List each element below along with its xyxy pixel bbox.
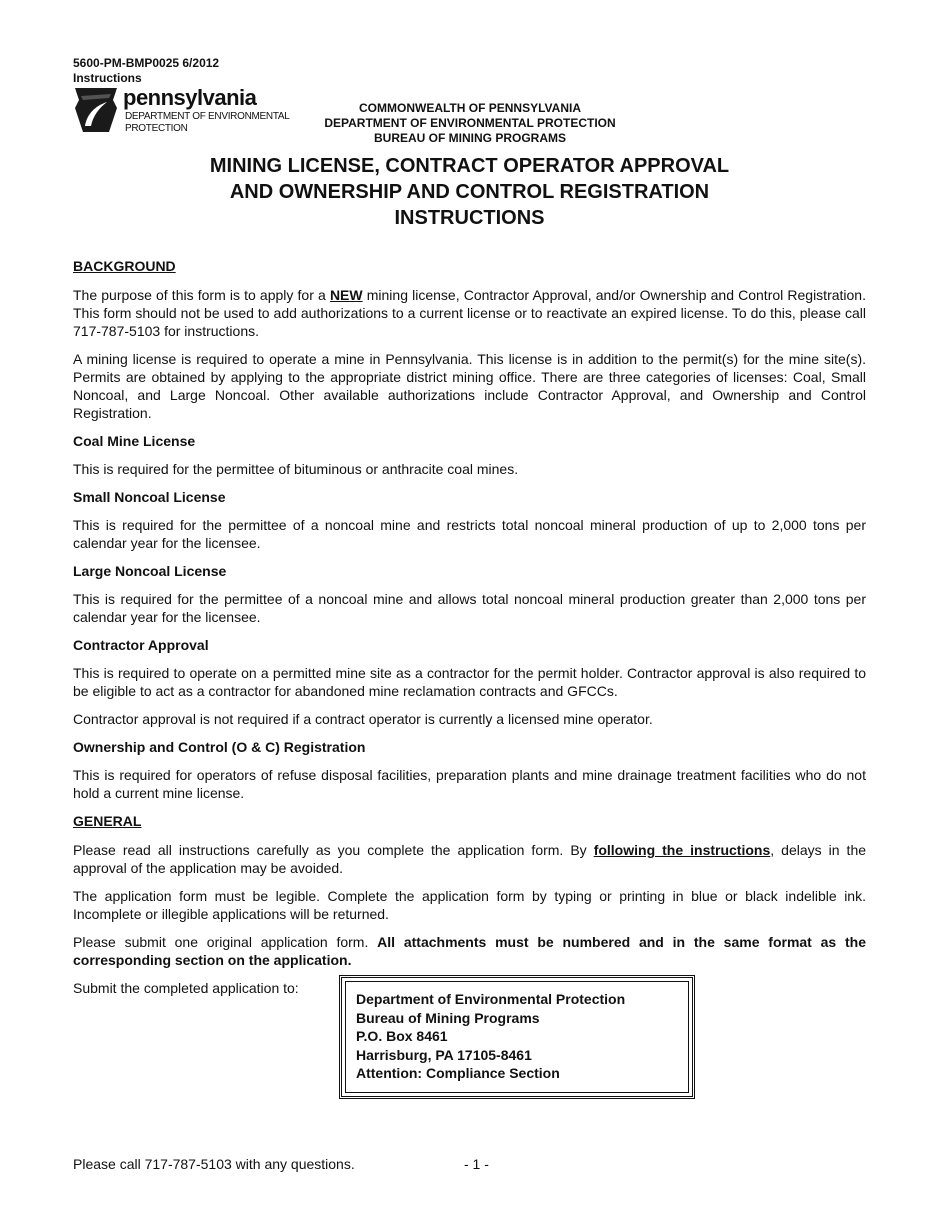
attachments-notice: All attachments must be numbered and in the same format as the corresponding section on the application. [73,934,867,968]
form-number: 5600-PM-BMP0025 6/2012 [73,56,220,70]
document-title [73,153,866,231]
address-line: Bureau of Mining Programs [356,1009,540,1026]
background-paragraph-1 [73,286,866,340]
logo-dept-line1: DEPARTMENT OF ENVIRONMENTAL [125,111,290,122]
contractor-approval-text-2: Contractor approval is not required if a contract operator is currently a licensed mine operator. [73,711,653,727]
keystone-logo-icon [73,86,119,134]
agency-line3: BUREAU OF MINING PROGRAMS [374,131,566,145]
mailing-address-box [339,975,695,1099]
page-number: - 1 - [464,1156,489,1172]
general-p3-text-a: Please submit one original application form. [73,934,378,950]
logo-department [125,111,290,135]
document-body [73,257,866,1109]
large-noncoal-heading: Large Noncoal License [73,563,227,579]
general-p1-text-b: , delays in the approval of the application may be avoided. [73,842,867,876]
address-line: Attention: Compliance Section [356,1065,560,1081]
agency-line1: COMMONWEALTH OF PENNSYLVANIA [359,101,581,115]
logo-wordmark: pennsylvania [123,85,257,110]
contractor-approval-text-1: This is required to operate on a permitted mine site as a contractor for the permit holder. Contractor approval is also required to be eligible to act as a contractor for abandoned mine reclamation contracts and GFCCs. [73,665,866,699]
agency-header [300,101,640,146]
coal-license-heading: Coal Mine License [73,433,196,449]
title-line3: INSTRUCTIONS [394,207,545,229]
agency-line2: DEPARTMENT OF ENVIRONMENTAL PROTECTION [324,116,616,130]
ownership-control-text: This is required for operators of refuse disposal facilities, preparation plants and mine drainage treatment facilities who do not hold a current mine license. [73,767,866,801]
form-type: Instructions [73,71,142,85]
general-paragraph-3 [73,933,866,969]
contractor-approval-heading: Contractor Approval [73,637,209,653]
title-line2: AND OWNERSHIP AND CONTROL REGISTRATION [229,181,710,203]
pa-dep-logo [73,86,293,136]
following-instructions-emphasis: following the instructions [593,842,771,858]
small-noncoal-heading: Small Noncoal License [73,489,226,505]
address-line: Harrisburg, PA 17105-8461 [356,1046,532,1063]
small-noncoal-text: This is required for the permittee of a noncoal mine and restricts total noncoal mineral production of up to 2,000 tons per calendar year for the licensee. [73,517,866,551]
mailing-address [356,990,625,1083]
general-heading: GENERAL [73,813,142,829]
background-paragraph-2: A mining license is required to operate a mine in Pennsylvania. This license is in addition to the permit(s) for the mine site(s). Permits are obtained by applying to the appropriate district mining office. There are three categories of licenses: Coal, Small Noncoal, and Large Noncoal. Other available authorizations include Contractor Approval, and Ownership and Control Registration. [73,351,866,421]
general-paragraph-2: The application form must be legible. Complete the application form by typing or printing in blue or black indelible ink. Incomplete or illegible applications will be returned. [73,888,866,922]
general-p1-text-a: Please read all instructions carefully as you complete the application form. By [73,842,594,858]
general-paragraph-1 [73,841,866,877]
new-emphasis: NEW [329,287,363,303]
submit-label: Submit the completed application to: [73,980,299,996]
form-meta [73,56,219,86]
address-line: Department of Environmental Protection [356,991,626,1007]
background-p1-text-a: The purpose of this form is to apply for a [73,287,330,303]
background-heading: BACKGROUND [73,258,176,274]
large-noncoal-text: This is required for the permittee of a noncoal mine and allows total noncoal mineral production greater than 2,000 tons per calendar year for the licensee. [73,591,866,625]
background-p1-text-b: mining license, Contractor Approval, and/or Ownership and Control Registration. This form should not be used to add authorizations to a current license or to reactivate an expired license. To do this, please call 717-787-5103 for instructions. [73,287,866,339]
footer-contact: Please call 717-787-5103 with any questions. [73,1156,355,1172]
ownership-control-heading: Ownership and Control (O & C) Registration [73,739,366,755]
address-line: P.O. Box 8461 [356,1028,448,1044]
coal-license-text: This is required for the permittee of bituminous or anthracite coal mines. [73,461,519,477]
title-line1: MINING LICENSE, CONTRACT OPERATOR APPROVAL [209,155,730,177]
logo-dept-line2: PROTECTION [125,123,188,134]
submit-section [73,979,866,1109]
